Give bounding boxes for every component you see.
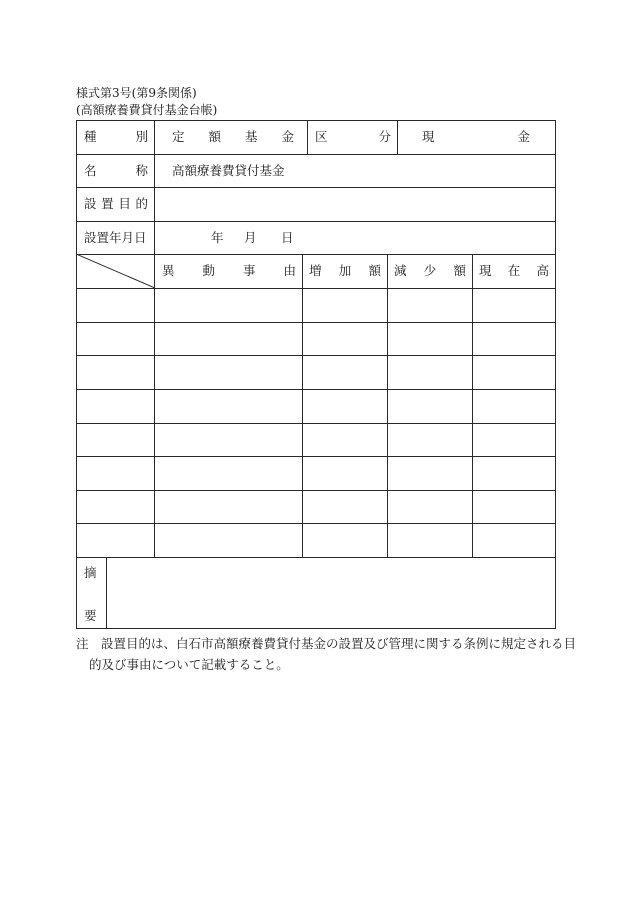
- footnote-line-1: 設置目的は、白石市高額療養費貸付基金の設置及び管理に関する条例に規定される目: [101, 636, 577, 651]
- form-number: 様式第3号(第9条関係): [76, 86, 197, 100]
- category-value: 現 金: [422, 129, 530, 144]
- remarks-label-top: 摘: [84, 565, 97, 580]
- footnote-line-2: 的及び事由について記載すること。: [89, 657, 289, 672]
- col-header-decrease: 減 少 額: [394, 263, 466, 278]
- purpose-label: 設 置 目 的: [84, 196, 148, 211]
- name-value: 高額療養費貸付基金: [172, 163, 285, 178]
- established-label: 設置年月日: [84, 230, 147, 245]
- type-label: 種 別: [84, 129, 148, 144]
- remarks-label-bottom: 要: [84, 608, 97, 623]
- header-diagonal: [76, 254, 155, 289]
- type-value: 定 額 基 金: [172, 129, 294, 144]
- col-header-balance: 現 在 高: [479, 263, 549, 278]
- name-label: 名 称: [84, 163, 148, 178]
- footnote-marker: 注: [76, 636, 89, 651]
- date-year: 年: [211, 230, 224, 245]
- date-day: 日: [281, 230, 294, 245]
- category-label: 区 分: [315, 129, 391, 144]
- form-title: (高額療養費貸付基金台帳): [76, 103, 218, 117]
- col-header-reason: 異 動 事 由: [162, 263, 296, 278]
- col-header-increase: 増 加 額: [309, 263, 381, 278]
- date-month: 月: [244, 230, 257, 245]
